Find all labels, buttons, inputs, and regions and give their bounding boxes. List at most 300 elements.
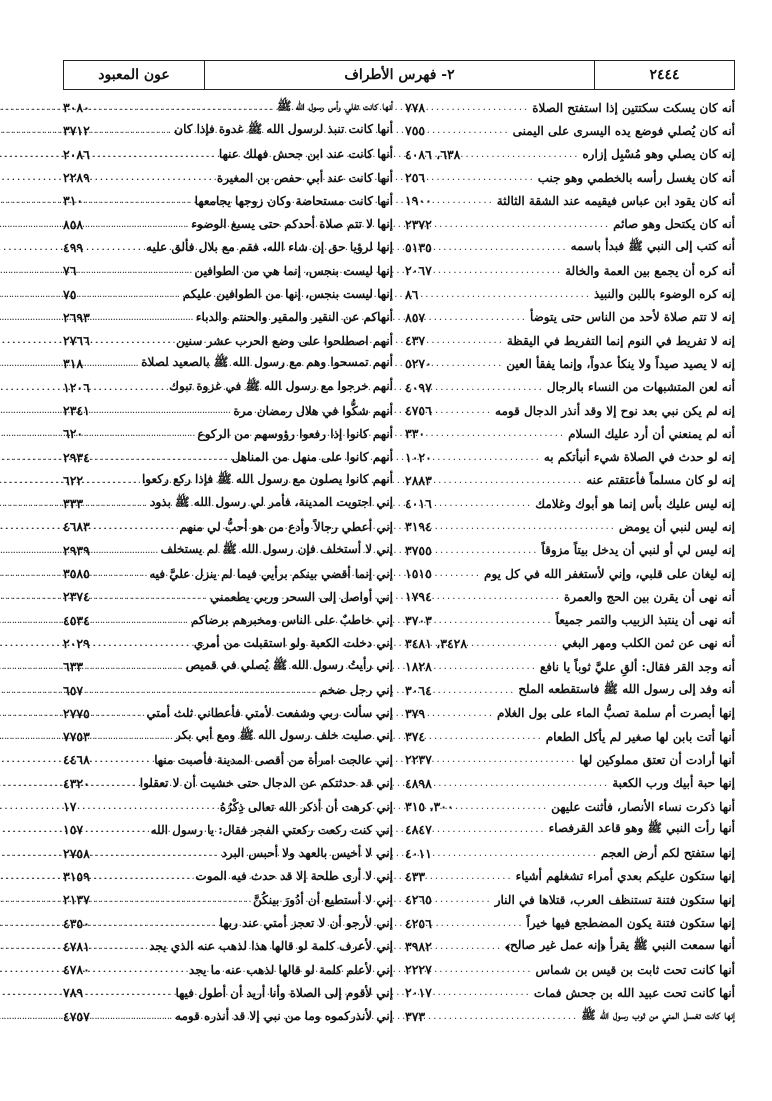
entry-ref-number: ٧٥٥ (405, 123, 426, 139)
leader-dots (90, 941, 149, 952)
index-entry (63, 515, 393, 538)
index-entry (405, 609, 735, 632)
index-entry (405, 702, 735, 725)
index-entry (63, 958, 393, 981)
entry-ref-number: ٥١٣٥ (405, 239, 432, 255)
entry-text: أنها كانت تحت عبيد الله بن جحش فمات (533, 985, 735, 1000)
entry-text: أنه كره أن يجمع بين العمة والخالة (565, 263, 735, 278)
entry-ref-number: ٧٦ (63, 263, 77, 279)
leader-dots (90, 452, 232, 463)
leader-dots (90, 708, 147, 719)
entry-text: إنه كان يصلي وهو مُسْبِل إزاره (582, 147, 735, 162)
entry-ref-number: ٧٧٥٣ (63, 729, 90, 745)
entry-ref-number: ٣١٩٤ (405, 519, 432, 535)
entry-text: إنها ستكون فتنة يكون المضطجع فيها خيراً (526, 916, 735, 931)
leader-dots (90, 102, 277, 113)
entry-ref-number: ٢٠١٧ (405, 985, 432, 1001)
leader-dots (90, 312, 196, 323)
leader-dots (90, 848, 222, 859)
entry-text: إنها لا تتم صلاة أحدكم حتى يسبغ الوضوء (191, 217, 393, 232)
entry-text: إنه ليس لنبي أن يومض (618, 519, 735, 534)
entry-text: إني كنت ركعت ركعتي الفجر فقال: يا رسول الله (150, 822, 393, 837)
leader-dots (90, 149, 219, 160)
index-entry (63, 96, 393, 119)
entry-text: إني قد حدثتكم عن الدجال حتى خشيت أن لا تعقلوا (139, 776, 393, 791)
entry-text: إنها ستفتح لكم أرض العجم (600, 846, 735, 861)
leader-dots (90, 615, 191, 626)
entry-ref-number: ٢٠٦٧ (405, 263, 432, 279)
index-entry (63, 725, 393, 748)
entry-text: إني لا أستطيع أن أدُورَ بينكُنَّ (252, 892, 393, 907)
leader-dots (90, 405, 233, 416)
entry-ref-number: ٢٠٨٦ (63, 146, 90, 162)
entry-ref-number: ٤٩٩ (63, 239, 84, 255)
entry-text: أنه كتب إلى النبي ﷺ فبدأ باسمه (570, 238, 735, 253)
leader-dots (432, 265, 565, 276)
index-entry (63, 282, 393, 305)
index-entry (63, 865, 393, 888)
right-column (399, 96, 735, 1076)
index-entry (63, 678, 393, 701)
entry-ref-number: ٦٣٣ (63, 659, 84, 675)
entry-ref-number: ٣٧١٢ (63, 123, 90, 139)
entry-text: أنه كان يكتحل وهو صائم (613, 217, 735, 232)
leader-dots (454, 801, 551, 812)
entry-ref-number: ٢٣٧٢ (405, 216, 432, 232)
index-entry (405, 865, 735, 888)
entry-ref-number: ١٧٩٤ (405, 589, 432, 605)
entry-ref-number: ٤٤٦٨ (63, 752, 90, 768)
leader-dots (425, 871, 515, 882)
entry-text: أنها كانت تنبذ لرسول الله ﷺ غدوة فإذا كان (174, 122, 393, 137)
leader-dots (90, 125, 174, 136)
entry-ref-number: ٢٥٦ (405, 170, 426, 186)
leader-dots (76, 801, 219, 812)
entry-text: إنها ستكون فتنة تستنظف العرب، قتلاها في النار (494, 892, 735, 907)
leader-dots (432, 195, 497, 206)
book-title: عون المعبود (98, 67, 170, 83)
entry-ref-number: ٨٦ (405, 286, 419, 302)
entry-text: أنهم تمسحوا وهم مع رسول الله ﷺ بالصعيد لصلاة (141, 355, 393, 370)
entry-ref-number: ٤٧٨٠ (63, 962, 90, 978)
index-entry (63, 795, 393, 818)
entry-ref-number: ٨٥٨ (63, 216, 84, 232)
index-entry (63, 189, 393, 212)
entry-ref-number: ٧٨٩ (63, 985, 84, 1001)
index-entry (405, 445, 735, 468)
leader-dots (432, 661, 540, 672)
entry-ref-number: ٤٨٩٨ (405, 775, 432, 791)
index-entry (405, 352, 735, 375)
entry-ref-number: ٣٧٠٣ (405, 612, 432, 628)
entry-ref-number: ١٠٢٠ (405, 449, 432, 465)
entry-ref-number: ٢٣٤١ (63, 403, 90, 418)
entry-ref-number: ٣٣٠ (405, 426, 426, 442)
entry-ref-number: ٤٠٩٧ (405, 379, 432, 395)
entry-text: أنها أتت بابن لها صغير لم يأكل الطعام (545, 729, 735, 744)
index-entry (405, 842, 735, 865)
leader-dots (425, 731, 546, 742)
leader-dots (432, 964, 536, 975)
index-entry (63, 236, 393, 259)
entry-ref-number: ٤٣٧ (405, 333, 426, 349)
leader-dots (467, 638, 562, 649)
entry-text: إني كرهت أن أذكر الله تعالى ذِكْرُهُ (219, 799, 393, 814)
index-entry (405, 143, 735, 166)
leader-dots (432, 754, 580, 765)
entry-text: إنها كانت تغسل المني من ثوب رسول الله ﷺ (581, 1007, 735, 1022)
leader-dots (425, 708, 497, 719)
entry-text: إنه كره الوضوء باللبن والنبيذ (594, 287, 735, 302)
entry-ref-number: ٣٧٩ (405, 705, 426, 721)
entry-ref-number: ٣٩٨٢ (405, 938, 432, 954)
entry-ref-number: ٢٩٣٤ (63, 449, 90, 465)
entry-text: إنه ليس عليك بأس إنما هو أبوك وغلامك (535, 496, 735, 511)
leader-dots (90, 172, 217, 183)
entry-text: أنها كانت تفلي رأس رسول الله ﷺ (276, 99, 393, 114)
leader-dots (90, 591, 210, 602)
entry-text: إني سألت ربي وشفعت لأمتي فأعطاني ثلث أمتي (146, 706, 393, 721)
entry-text: إنه لم يكن نبي بعد نوح إلا وقد أنذر الدجال قومه (495, 403, 735, 418)
index-entry (405, 981, 735, 1004)
index-entry (63, 585, 393, 608)
index-entry (405, 399, 735, 422)
entry-ref-number: ١٥١٥ (405, 566, 432, 582)
entry-text: أنهم اصطلحوا على وضع الحرب عشر سنين (176, 333, 393, 348)
index-entry (405, 655, 735, 678)
index-entry (63, 655, 393, 678)
entry-ref-number: ٣٧٤ (405, 729, 426, 745)
entry-ref-number: ٢٦٩٣ (63, 309, 90, 325)
leader-dots (90, 894, 253, 905)
entry-text: إنها حبة أبيك ورب الكعبة (612, 776, 735, 791)
leader-dots (432, 242, 571, 253)
entry-text: إنه لا يصيد صيداً ولا ينكأ عدواً، وإنما يفقأ العين (506, 356, 735, 371)
entry-text: أنهم كانوا إذا رفعوا رؤوسهم من الركوع (197, 426, 393, 441)
entry-text: أنها أرادت أن تعتق مملوكين لها (579, 752, 735, 767)
entry-text: إنه لا تفريط في النوم إنما التفريط في اليقظة (506, 333, 735, 348)
entry-text: أنها كانت عند ابن جحش فهلك عنها (218, 147, 393, 162)
entry-text: أنهم كانوا على منهل من المناهل (231, 450, 393, 465)
leader-dots (432, 475, 586, 486)
entry-ref-number: ٢٧٦٦ (63, 333, 90, 349)
index-entry (63, 376, 393, 399)
leader-dots (432, 615, 556, 626)
entry-text: إني رأيتُ رسول الله ﷺ يُصلي في قميص (185, 658, 393, 673)
index-entry (405, 96, 735, 119)
entry-text: أنه لم يمنعني أن أرد عليك السلام (568, 426, 735, 441)
entry-ref-number: ٦٥٧ (63, 682, 84, 698)
entry-ref-number: ٦٢٢ (63, 472, 84, 488)
entry-ref-number: ٤٢٦٥ (405, 892, 432, 908)
index-entry (63, 539, 393, 562)
index-entry (405, 748, 735, 771)
index-entry (63, 911, 393, 934)
leader-dots (83, 824, 150, 835)
index-entry (405, 189, 735, 212)
entry-ref-number: ٢٠٢٩ (63, 635, 90, 651)
page-number: ٢٤٤٤ (594, 61, 734, 89)
leader-dots (90, 754, 154, 765)
entry-ref-number: ٧٧٨ (405, 100, 426, 116)
leader-dots (425, 1011, 581, 1022)
index-entry (405, 678, 735, 701)
leader-dots (90, 335, 176, 346)
entry-ref-number: ١٧ (63, 799, 77, 815)
index-entry (63, 329, 393, 352)
entry-text: إني لا أرى طلحة إلا قد حدث فيه الموت (195, 869, 393, 884)
leader-dots (432, 848, 601, 859)
entry-ref-number: ٤٥٣٤ (63, 612, 90, 628)
entry-ref-number: ٣١٠ (63, 193, 84, 209)
index-entry (405, 376, 735, 399)
index-entry (405, 562, 735, 585)
leader-dots (90, 382, 169, 393)
index-entry (405, 585, 735, 608)
entry-text: إنه لو حدث في الصلاة شيء أنبأتكم به (543, 450, 735, 465)
leader-dots (432, 358, 506, 369)
leader-dots (425, 335, 507, 346)
leader-dots (432, 987, 534, 998)
index-entry (405, 236, 735, 259)
entry-ref-number: ١٢٠٦ (63, 379, 90, 395)
leader-dots (90, 638, 194, 649)
entry-ref-number: ٣٠٨٠ (63, 100, 90, 116)
leader-dots (432, 894, 495, 905)
leader-dots (83, 242, 146, 253)
index-entry (63, 818, 393, 841)
leader-dots (83, 661, 186, 672)
entry-text: أنه لعن المتشبهات من النساء بالرجال (546, 380, 735, 395)
leader-dots (83, 475, 142, 486)
index-entry (405, 632, 735, 655)
entry-ref-number: ٢١٣٧ (63, 892, 90, 908)
index-entry (405, 539, 735, 562)
entry-ref-number: ٢٢٨٩ (63, 170, 90, 186)
entry-text: إني دخلت الكعبة ولو استقبلت من أمري (193, 636, 393, 651)
entry-text: أنه كان يقود ابن عباس فيقيمه عند الشقة الثالثة (496, 193, 735, 208)
leader-dots (432, 591, 564, 602)
entry-ref-number: ٨٥٧ (405, 309, 426, 325)
index-entry (63, 748, 393, 771)
entry-text: أنهم كانوا يصلون مع رسول الله ﷺ فإذا ركع ركعوا (141, 471, 393, 486)
index-entry (405, 818, 735, 841)
entry-text: أنها كانت عند أبي حفص بن المغيرة (216, 170, 393, 185)
index-entry (405, 515, 735, 538)
leader-dots (432, 521, 619, 532)
entry-ref-number: ٢٨٨٣ (405, 472, 432, 488)
entry-text: أنه وفد إلى رسول الله ﷺ فاستقطعه الملح (518, 681, 735, 696)
index-entry (405, 329, 735, 352)
entry-ref-number: ٣١٨ (63, 356, 84, 372)
entry-ref-number: ٤٣٥٠ (63, 915, 90, 931)
section-title: ٢- فهرس الأطراف (204, 61, 594, 89)
index-entry (405, 306, 735, 329)
entry-ref-number: ٣٧٣ (405, 1008, 426, 1024)
entry-ref-number: ٧٥ (63, 286, 77, 302)
entry-text: أنه نهى أن ينتبذ الزبيب والتمر جميعاً (555, 613, 735, 628)
entry-text: أنه نهى عن ثمن الكلب ومهر البغي (562, 636, 735, 651)
index-entry (63, 119, 393, 142)
index-entry (405, 795, 735, 818)
entry-ref-number: ٢٢٣٧ (405, 752, 432, 768)
entry-ref-number: ٢٩٣٩ (63, 542, 90, 558)
leader-dots (432, 545, 542, 556)
entry-text: إني لأعرف كلمة لو قالها هذا لذهب عنه الذي يجد (149, 939, 393, 954)
leader-dots (90, 871, 196, 882)
index-entry (63, 399, 393, 422)
entry-ref-number: ٢٣٧٤ (63, 589, 90, 605)
leader-dots (83, 987, 175, 998)
entry-ref-number: ٢٧٧٥ (63, 705, 90, 721)
entry-ref-number: ٤٧٨١ (63, 938, 90, 954)
leader-dots (90, 1011, 175, 1022)
leader-dots (432, 824, 549, 835)
index-entry (63, 935, 393, 958)
leader-dots (418, 289, 594, 300)
entry-text: إنه ليس لي أو لنبي أن يدخل بيتاً مزوقاً (541, 543, 735, 558)
index-entry (63, 422, 393, 445)
index-entry (63, 166, 393, 189)
index-entry (405, 1005, 735, 1028)
entry-text: إنها ليست بنجس، إنما هي من الطوافين (194, 263, 393, 278)
entry-ref-number: ٣٥٨٥ (63, 566, 90, 582)
entry-ref-number: ٣٤٢٨، ٣٤٨١ (405, 635, 468, 651)
entry-text: إني لأنذركموه وما من نبي إلا قد أنذره قومه (175, 1009, 393, 1024)
entry-ref-number: ٥٢٧٠ (405, 356, 432, 372)
leader-dots (83, 219, 191, 230)
entry-text: إني لا أخيس بالعهد ولا أحبس البرد (221, 846, 393, 861)
entry-text: أنه نهى أن يقرن بين الحج والعمرة (563, 589, 735, 604)
leader-dots (90, 521, 180, 532)
entry-text: إني عالجت امرأة من أقصى المدينة فأصبت منها (154, 752, 393, 767)
entry-text: أنها كانت تحت ثابت بن قيس بن شماس (535, 962, 735, 977)
leader-dots (90, 731, 175, 742)
entry-text: أنه وجد القر فقال: ألقِ عليَّ ثوباً يا نافع (539, 659, 735, 674)
entry-ref-number: ٤٧٥٧ (63, 1008, 90, 1024)
index-entry (63, 888, 393, 911)
entry-ref-number: ٤٢٥٦ (405, 915, 432, 931)
leader-dots (432, 685, 518, 696)
index-entry (63, 469, 393, 492)
entry-text: إنها أبصرت أم سلمة تصبُّ الماء على بول الغلام (497, 706, 735, 721)
entry-ref-number: ١٥٧ (63, 822, 84, 838)
entry-text: أنها كانت مستحاضة وكان زوجها يجامعها (194, 193, 393, 208)
entry-ref-number: ٢٢٢٧ (405, 962, 432, 978)
leader-dots (83, 195, 195, 206)
leader-dots (90, 568, 149, 579)
leader-dots (425, 172, 538, 183)
index-entry (63, 632, 393, 655)
leader-dots (83, 685, 320, 696)
entry-text: أنهم خرجوا مع رسول الله ﷺ في غزوة تبوك (169, 378, 393, 393)
entry-ref-number: ٤٣٣ (405, 868, 426, 884)
index-entry (405, 212, 735, 235)
leader-dots (83, 428, 197, 439)
index-entry (405, 259, 735, 282)
index-entry (405, 888, 735, 911)
entry-text: أنها ذكرت نساء الأنصار، فأثنت عليهن (551, 799, 735, 814)
entry-ref-number: ٣٣٣ (63, 496, 84, 512)
leader-dots (432, 778, 612, 789)
index-entry (405, 911, 735, 934)
entry-text: إنه ليغان على قلبي، وإني لأستغفر الله في كل يوم (484, 566, 735, 581)
leader-dots (90, 545, 161, 556)
entry-text: إني لأرجو أن لا تعجز أمتي عند ربها (219, 916, 393, 931)
entry-ref-number: ١٨٢٨ (405, 659, 432, 675)
entry-ref-number: ٣١٥٩ (63, 868, 90, 884)
index-entry (63, 609, 393, 632)
leader-dots (432, 568, 484, 579)
left-column (63, 96, 399, 1076)
leader-dots (432, 405, 495, 416)
entry-text: إني اجتويت المدينة، فأمر لي رسول الله ﷺ بذود (150, 495, 393, 510)
entry-ref-number: ٦٢٠ (63, 426, 84, 442)
entry-text: إنه لا تتم صلاة لأحد من الناس حتى يتوضأ (529, 310, 735, 325)
index-entry (405, 422, 735, 445)
entry-text: إني لأعلم كلمة لو قالها لذهب عنه ما يجد (189, 962, 393, 977)
entry-text: أنها رأت النبي ﷺ وهو قاعد القرفصاء (548, 821, 735, 836)
index-entry (63, 212, 393, 235)
entry-text: أنهم شكُّوا في هلال رمضان مرة (233, 403, 393, 418)
leader-dots (432, 382, 547, 393)
entry-text: أنه كان يُصلي فوضع يده اليسرى على اليمنى (512, 123, 735, 138)
index-columns (63, 96, 735, 1076)
leader-dots (83, 498, 150, 509)
leader-dots (425, 428, 568, 439)
entry-text: إني خاطبٌ على الناس ومخبرهم برضاكم (190, 613, 393, 628)
entry-text: إني رجل ضخم (319, 683, 393, 698)
index-entry (63, 492, 393, 515)
leader-dots (90, 778, 140, 789)
entry-text: أنه كان يسكت سكتتين إذا استفتح الصلاة (532, 100, 735, 115)
index-entry (63, 1005, 393, 1028)
leader-dots (432, 918, 527, 929)
entry-ref-number: ٤٠١١ (405, 845, 432, 861)
leader-dots (76, 265, 194, 276)
leader-dots (76, 289, 182, 300)
index-entry (405, 166, 735, 189)
entry-text: إني لا أستخلف فإن رسول الله ﷺ لم يستخلف (160, 541, 393, 556)
leader-dots (432, 219, 613, 230)
index-entry (63, 143, 393, 166)
entry-ref-number: ١٩٠٠ (405, 193, 432, 209)
leader-dots (425, 125, 513, 136)
entry-text: إني إنما أقضي بينكم برأيي فيما لم ينزل عليَّ فيه (149, 566, 393, 581)
index-entry (405, 469, 735, 492)
leader-dots (432, 452, 544, 463)
index-entry (63, 772, 393, 795)
leader-dots (90, 918, 220, 929)
entry-ref-number: ٤٣٢٠ (63, 775, 90, 791)
index-entry (63, 702, 393, 725)
entry-ref-number: ٣٧٥٥ (405, 542, 432, 558)
entry-ref-number: ٤٠١٦ (405, 496, 432, 512)
index-entry (63, 562, 393, 585)
entry-text: أنهاكم عن النقير والمقير والحنتم والدباء (195, 310, 393, 325)
entry-text: إني لأقوم إلى الصلاة وأنا أريد أن أطول فيها (175, 985, 393, 1000)
index-entry (63, 445, 393, 468)
index-entry (405, 119, 735, 142)
index-entry (63, 306, 393, 329)
entry-ref-number: ٢٧٥٨ (63, 845, 90, 861)
index-entry (405, 935, 735, 958)
entry-text: أنها سمعت النبي ﷺ يقرأ ﴿إنه عمل غير صالح﴾ (505, 937, 735, 952)
leader-dots (432, 941, 505, 952)
entry-ref-number: ٤٨٤٧ (405, 822, 432, 838)
entry-text: إني أواصل إلى السحر وربي يطعمني (210, 589, 393, 604)
index-entry (63, 259, 393, 282)
